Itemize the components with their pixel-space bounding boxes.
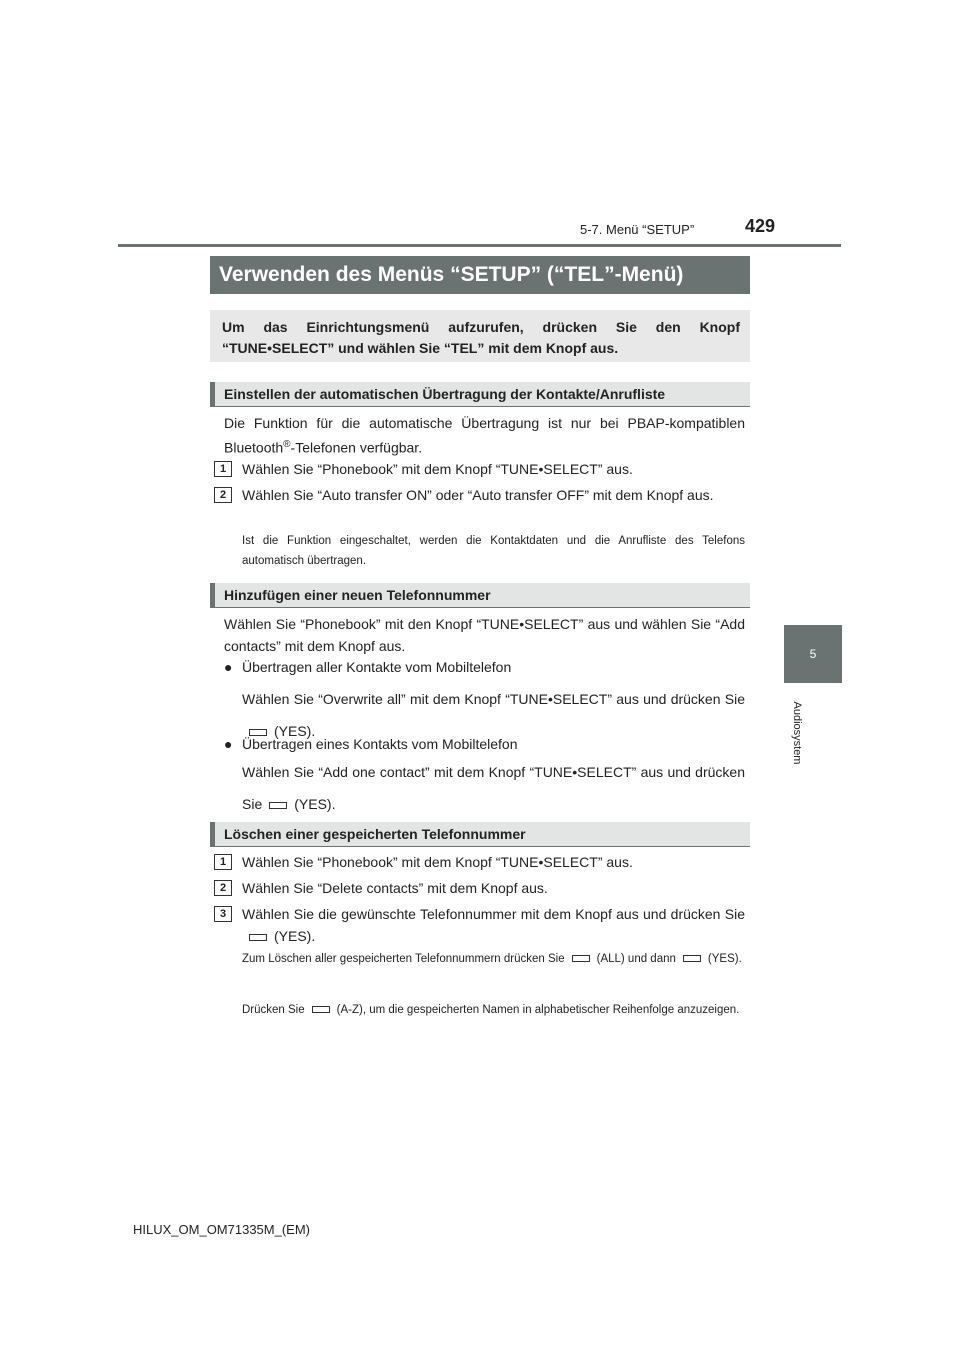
- bullet-text: Wählen Sie “Overwrite all” mit dem Knopf “TUNE•SELECT” aus und drücken Sie(YES).: [242, 691, 745, 739]
- chapter-tab: 5: [784, 625, 842, 683]
- all-button-icon: [572, 955, 590, 962]
- step-text: Wählen Sie “Delete contacts” mit dem Knopf aus.: [242, 880, 548, 896]
- footer-code: HILUX_OM_OM71335M_(EM): [133, 1222, 310, 1237]
- step-number: 1: [214, 854, 232, 870]
- a-z-button-icon: [312, 1006, 330, 1013]
- step-text: Wählen Sie die gewünschte Telefonnummer mit dem Knopf aus und drücken Sie(YES).: [242, 906, 745, 944]
- yes-button-icon: [269, 802, 287, 809]
- add-number-text: Wählen Sie “Phonebook” mit den Knopf “TUNE•SELECT” aus und wählen Sie “Add contacts” mit dem Knopf aus.: [224, 616, 745, 654]
- note-text: Zum Löschen aller gespeicherten Telefonnummern drücken Sie (ALL) und dann (YES).: [242, 953, 742, 965]
- intro-box: Um das Einrichtungsmenü aufzurufen, drücken Sie den Knopf “TUNE•SELECT” und wählen Sie “TEL” mit dem Knopf aus.: [210, 310, 750, 362]
- step-number: 3: [214, 906, 232, 922]
- bullet-title: Übertragen eines Kontakts vom Mobiltelefon: [242, 736, 518, 752]
- step-number: 2: [214, 487, 232, 503]
- header-rule: [118, 244, 841, 247]
- page-title: Verwenden des Menüs “SETUP” (“TEL”-Menü): [210, 256, 750, 294]
- auto-transfer-info: Die Funktion für die automatische Übertragung ist nur bei PBAP-kompatiblen Bluetooth®-Telefonen verfügbar.: [224, 415, 745, 456]
- note-text: Drücken Sie (A-Z), um die gespeicherten Namen in alphabetischer Reihenfolge anzuzeigen.: [242, 1004, 740, 1016]
- step-text: Wählen Sie “Auto transfer ON” oder “Auto transfer OFF” mit dem Knopf aus.: [242, 487, 714, 503]
- section-header: 5-7. Menü “SETUP”: [580, 222, 695, 237]
- bullet-title: Übertragen aller Kontakte vom Mobiltelefon: [242, 659, 512, 675]
- step-number: 2: [214, 880, 232, 896]
- chapter-label: Audiosystem: [791, 701, 803, 765]
- section-heading-delete-number: Löschen einer gespeicherten Telefonnummer: [210, 822, 750, 847]
- yes-button-icon: [683, 955, 701, 962]
- step-text: Wählen Sie “Phonebook” mit dem Knopf “TUNE•SELECT” aus.: [242, 854, 633, 870]
- yes-button-icon: [249, 934, 267, 941]
- step-number: 1: [214, 461, 232, 477]
- bullet-icon: ●: [224, 736, 233, 752]
- bullet-icon: ●: [224, 659, 233, 675]
- page-number: 429: [745, 216, 776, 236]
- section-heading-auto-transfer: Einstellen der automatischen Übertragung der Kontakte/Anrufliste: [210, 382, 750, 407]
- note-text: Ist die Funktion eingeschaltet, werden die Kontaktdaten und die Anrufliste des Telefons automatisch übertragen.: [242, 535, 745, 567]
- bullet-text: Wählen Sie “Add one contact” mit dem Knopf “TUNE•SELECT” aus und drücken Sie (YES).: [242, 764, 745, 812]
- section-heading-add-number: Hinzufügen einer neuen Telefonnummer: [210, 583, 750, 608]
- step-text: Wählen Sie “Phonebook” mit dem Knopf “TUNE•SELECT” aus.: [242, 461, 633, 477]
